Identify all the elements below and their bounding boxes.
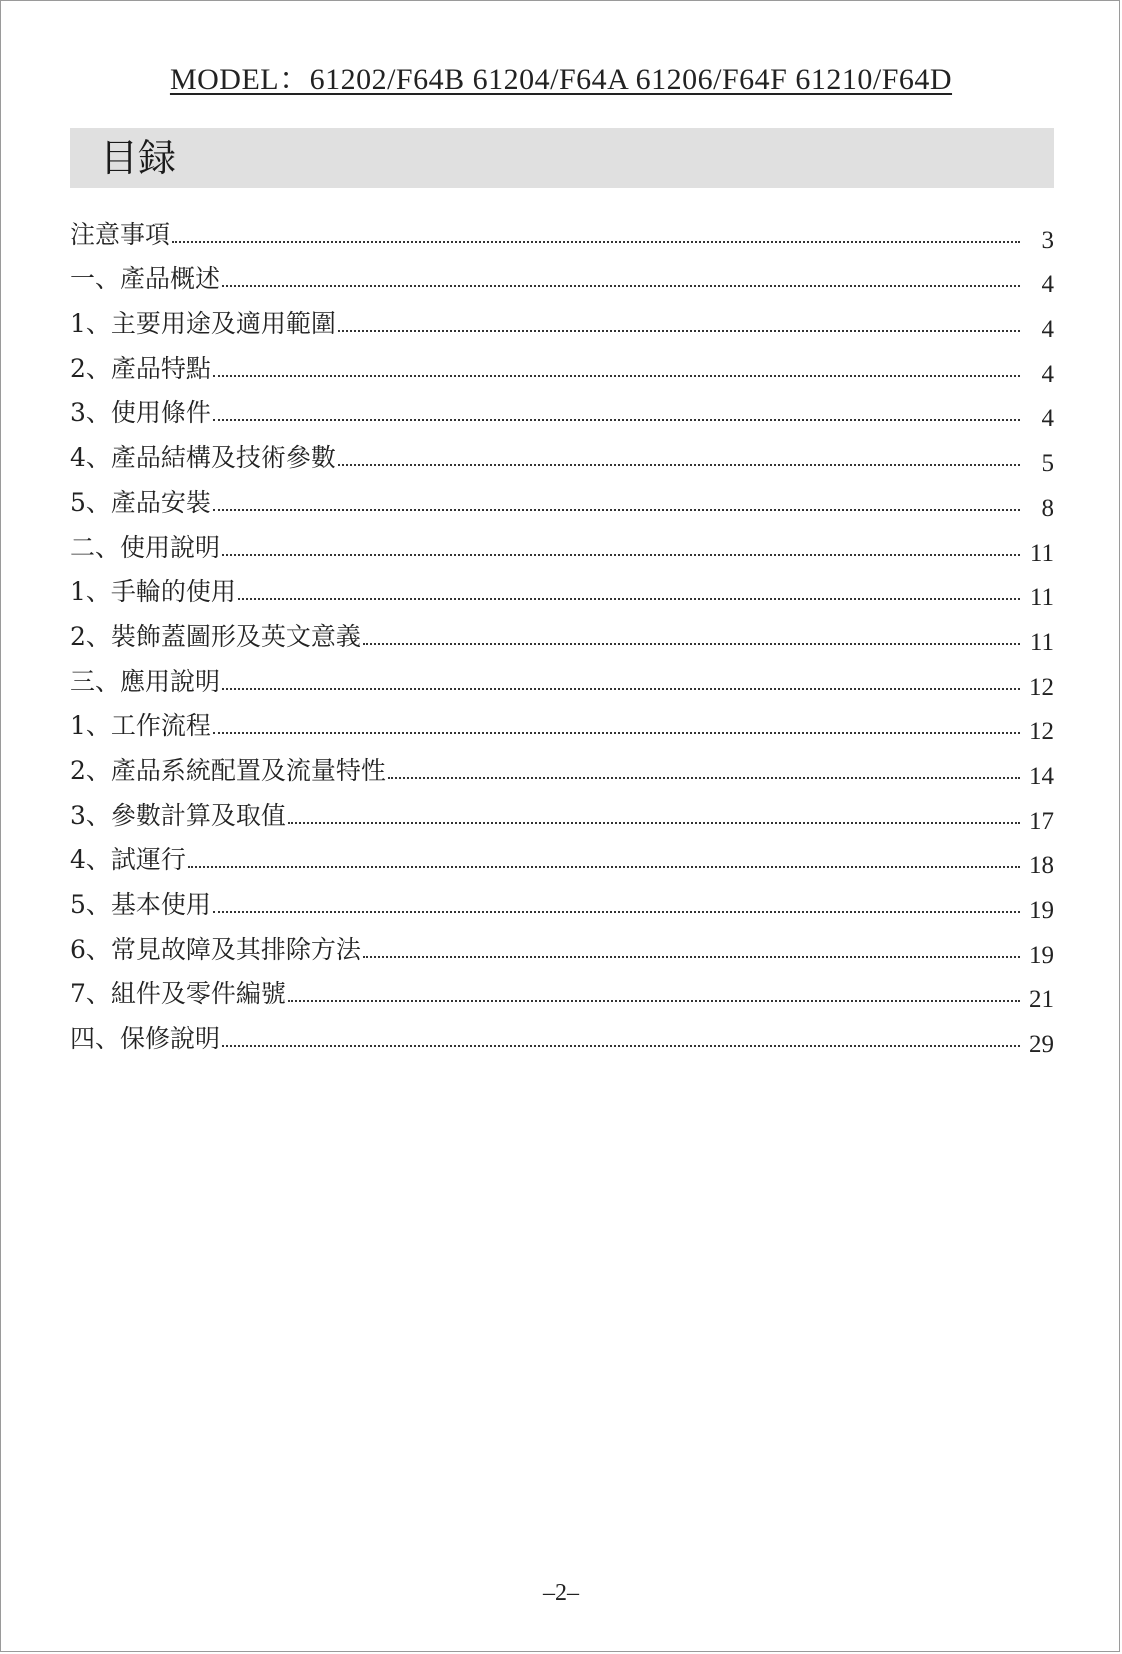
toc-dot-leader xyxy=(363,956,1020,958)
toc-entry-label: 四、保修說明 xyxy=(70,1024,221,1054)
toc-dot-leader xyxy=(213,375,1020,377)
toc-heading: 目録 xyxy=(100,136,177,180)
toc-entry[interactable] xyxy=(70,875,1054,924)
toc-entry-label: 6、常見故障及其排除方法 xyxy=(70,934,361,964)
toc-entry-label: 二、使用說明 xyxy=(70,532,221,562)
toc-entry-label: 4、試運行 xyxy=(70,845,186,875)
toc-entry[interactable] xyxy=(70,205,1054,254)
toc-dot-leader xyxy=(238,598,1020,600)
toc-entry[interactable] xyxy=(70,250,1054,299)
toc-entry-label: 1、主要用途及適用範圍 xyxy=(70,309,336,339)
toc-list xyxy=(70,205,1054,1059)
toc-entry-label: 注意事項 xyxy=(70,219,171,249)
toc-entry-label: 1、手輪的使用 xyxy=(70,577,236,607)
toc-entry[interactable] xyxy=(70,697,1054,746)
footer-page-number: –2– xyxy=(543,1580,579,1606)
toc-entry-page: 4 xyxy=(1041,271,1054,299)
toc-entry-label: 一、產品概述 xyxy=(70,264,221,294)
toc-entry[interactable] xyxy=(70,786,1054,835)
toc-entry-page: 11 xyxy=(1029,628,1054,656)
toc-dot-leader xyxy=(288,1000,1020,1002)
toc-entry-label: 7、組件及零件編號 xyxy=(70,979,286,1009)
model-line xyxy=(0,60,1122,100)
toc-dot-leader xyxy=(213,509,1020,511)
toc-entry-page: 5 xyxy=(1041,450,1054,478)
toc-entry-page: 8 xyxy=(1041,494,1054,522)
toc-dot-leader xyxy=(388,777,1020,779)
toc-entry-page: 11 xyxy=(1029,584,1054,612)
toc-entry-label: 2、裝飾蓋圖形及英文意義 xyxy=(70,621,361,651)
toc-entry[interactable] xyxy=(70,1009,1054,1059)
toc-heading-bar xyxy=(70,128,1054,188)
toc-dot-leader xyxy=(338,330,1020,332)
toc-entry[interactable] xyxy=(70,831,1054,880)
toc-entry-label: 5、產品安裝 xyxy=(70,487,211,517)
toc-dot-leader xyxy=(222,554,1020,556)
toc-entry-page: 21 xyxy=(1029,986,1054,1014)
toc-entry-page: 4 xyxy=(1041,405,1054,433)
toc-dot-leader xyxy=(288,822,1020,824)
toc-dot-leader xyxy=(338,464,1020,466)
toc-entry[interactable] xyxy=(70,741,1054,790)
toc-entry-label: 2、產品系統配置及流量特性 xyxy=(70,755,386,785)
toc-entry-page: 12 xyxy=(1029,718,1054,746)
toc-dot-leader xyxy=(188,866,1020,868)
toc-dot-leader xyxy=(222,688,1020,690)
toc-entry-page: 29 xyxy=(1029,1031,1054,1059)
toc-entry[interactable] xyxy=(70,518,1054,567)
toc-entry[interactable] xyxy=(70,607,1054,656)
toc-entry-page: 4 xyxy=(1041,316,1054,344)
toc-dot-leader xyxy=(213,419,1020,421)
toc-dot-leader xyxy=(222,285,1020,287)
toc-entry[interactable] xyxy=(70,652,1054,701)
toc-entry-page: 4 xyxy=(1041,360,1054,388)
toc-entry-label: 3、使用條件 xyxy=(70,398,211,428)
toc-entry[interactable] xyxy=(70,428,1054,478)
toc-entry-label: 三、應用說明 xyxy=(70,666,221,696)
toc-entry[interactable] xyxy=(70,384,1054,433)
toc-entry-label: 1、工作流程 xyxy=(70,711,211,741)
model-text: MODEL：61202/F64B 61204/F64A 61206/F64F 61210/F64D xyxy=(169,63,953,96)
toc-entry[interactable] xyxy=(70,920,1054,969)
toc-entry[interactable] xyxy=(70,294,1054,344)
toc-entry-page: 19 xyxy=(1029,897,1054,924)
toc-entry-label: 4、產品結構及技術參數 xyxy=(70,443,336,473)
toc-entry-page: 3 xyxy=(1041,226,1054,254)
toc-entry-page: 11 xyxy=(1029,539,1054,567)
toc-entry[interactable] xyxy=(70,339,1054,388)
toc-entry-label: 2、產品特點 xyxy=(70,353,211,383)
toc-dot-leader xyxy=(222,1045,1020,1047)
toc-entry-page: 19 xyxy=(1029,941,1054,969)
toc-entry-page: 17 xyxy=(1029,807,1054,835)
toc-dot-leader xyxy=(172,241,1020,243)
toc-dot-leader xyxy=(213,732,1020,734)
toc-entry-label: 3、參數計算及取值 xyxy=(70,800,286,830)
toc-entry-page: 14 xyxy=(1029,762,1054,790)
toc-entry[interactable] xyxy=(70,473,1054,522)
toc-dot-leader xyxy=(213,911,1020,913)
toc-entry-label: 5、基本使用 xyxy=(70,890,211,919)
toc-entry[interactable] xyxy=(70,563,1054,612)
toc-dot-leader xyxy=(363,643,1020,645)
toc-entry[interactable] xyxy=(70,965,1054,1014)
toc-entry-page: 18 xyxy=(1029,852,1054,880)
toc-entry-page: 12 xyxy=(1029,673,1054,701)
